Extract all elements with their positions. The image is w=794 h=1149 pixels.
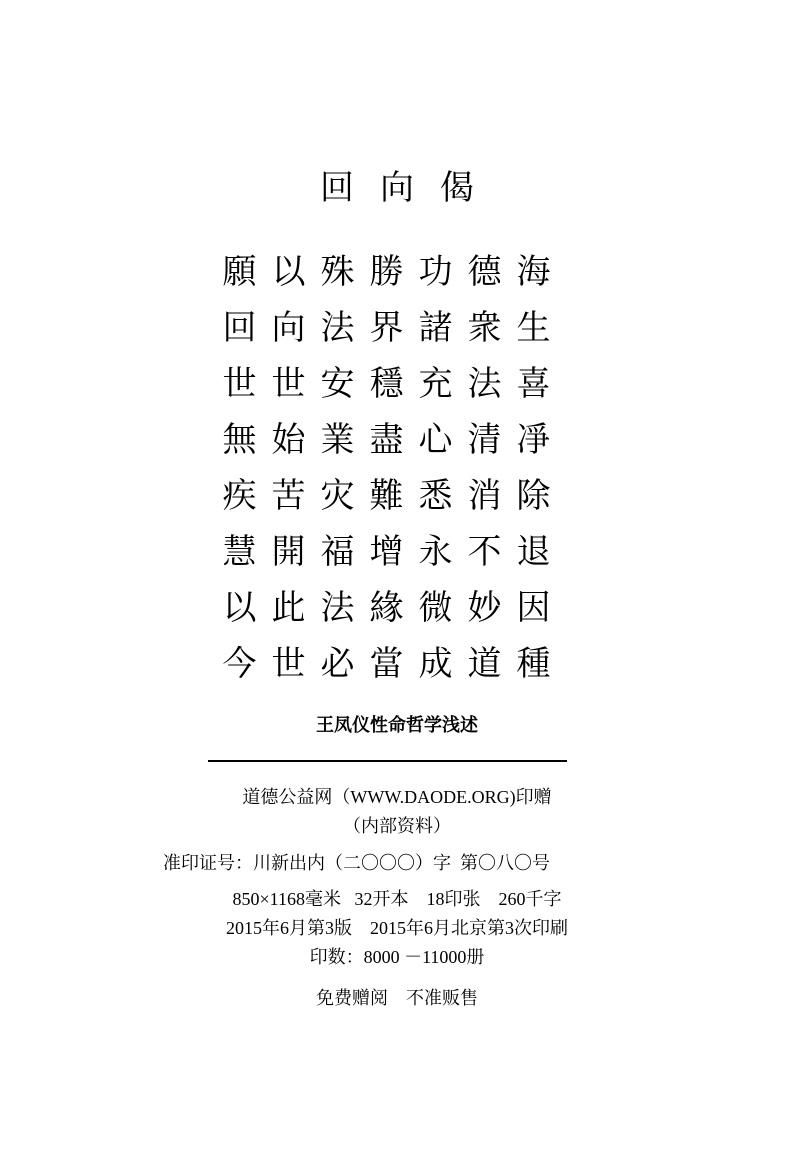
verse-char: 緣 bbox=[369, 588, 404, 628]
verse-char: 福 bbox=[320, 532, 355, 572]
verse-char: 向 bbox=[271, 308, 306, 348]
verse-char: 穩 bbox=[369, 364, 404, 404]
verse-char: 喜 bbox=[516, 364, 551, 404]
title-char: 回 bbox=[320, 168, 354, 208]
title-char: 向 bbox=[380, 168, 414, 208]
verse-char: 退 bbox=[516, 532, 551, 572]
verse-char: 今 bbox=[222, 644, 257, 684]
divider bbox=[208, 760, 567, 762]
verse-block bbox=[222, 244, 562, 692]
verse-char: 悉 bbox=[418, 476, 453, 516]
format-line: 850×1168毫米 32开本 18印张 260千字 bbox=[232, 889, 562, 909]
verse-char: 始 bbox=[271, 420, 306, 460]
verse-line bbox=[222, 244, 562, 300]
verse-char: 以 bbox=[222, 588, 257, 628]
verse-line bbox=[222, 636, 562, 692]
verse-char: 除 bbox=[516, 476, 551, 516]
book-title: 王凤仪性命哲学浅述 bbox=[316, 715, 478, 736]
verse-char: 生 bbox=[516, 308, 551, 348]
verse-char: 當 bbox=[369, 644, 404, 684]
donor-line: 道德公益网（WWW.DAODE.ORG)印赠 bbox=[242, 787, 552, 807]
verse-char: 法 bbox=[320, 588, 355, 628]
verse-char: 法 bbox=[467, 364, 502, 404]
verse-char: 微 bbox=[418, 588, 453, 628]
permit-line: 准印证号：川新出内（二〇〇〇）字 第〇八〇号 bbox=[163, 853, 550, 873]
verse-line bbox=[222, 468, 562, 524]
verse-char: 此 bbox=[271, 588, 306, 628]
verse-char: 妙 bbox=[467, 588, 502, 628]
verse-char: 回 bbox=[222, 308, 257, 348]
verse-char: 界 bbox=[369, 308, 404, 348]
verse-line bbox=[222, 580, 562, 636]
verse-char: 凈 bbox=[516, 420, 551, 460]
verse-char: 願 bbox=[222, 252, 257, 292]
verse-char: 心 bbox=[418, 420, 453, 460]
verse-char: 世 bbox=[271, 364, 306, 404]
verse-char: 難 bbox=[369, 476, 404, 516]
notice-line: 免费赠阅 不准贩售 bbox=[316, 988, 478, 1008]
verse-char: 消 bbox=[467, 476, 502, 516]
verse-char: 成 bbox=[418, 644, 453, 684]
verse-char: 盡 bbox=[369, 420, 404, 460]
verse-char: 世 bbox=[271, 644, 306, 684]
verse-line bbox=[222, 412, 562, 468]
internal-note: （内部资料） bbox=[343, 816, 451, 836]
verse-char: 灾 bbox=[320, 476, 355, 516]
verse-char: 無 bbox=[222, 420, 257, 460]
verse-char: 業 bbox=[320, 420, 355, 460]
verse-char: 勝 bbox=[369, 252, 404, 292]
verse-char: 苦 bbox=[271, 476, 306, 516]
verse-line bbox=[222, 524, 562, 580]
verse-char: 種 bbox=[516, 644, 551, 684]
verse-char: 安 bbox=[320, 364, 355, 404]
verse-char: 衆 bbox=[467, 308, 502, 348]
verse-char: 諸 bbox=[418, 308, 453, 348]
verse-char: 永 bbox=[418, 532, 453, 572]
verse-char: 不 bbox=[467, 532, 502, 572]
page-title bbox=[0, 168, 794, 208]
verse-char: 殊 bbox=[320, 252, 355, 292]
verse-char: 以 bbox=[271, 252, 306, 292]
verse-char: 慧 bbox=[222, 532, 257, 572]
verse-line bbox=[222, 300, 562, 356]
verse-char: 疾 bbox=[222, 476, 257, 516]
verse-char: 因 bbox=[516, 588, 551, 628]
verse-char: 道 bbox=[467, 644, 502, 684]
verse-char: 德 bbox=[467, 252, 502, 292]
verse-char: 開 bbox=[271, 532, 306, 572]
verse-char: 功 bbox=[418, 252, 453, 292]
verse-char: 世 bbox=[222, 364, 257, 404]
title-char: 偈 bbox=[440, 168, 474, 208]
verse-char: 法 bbox=[320, 308, 355, 348]
verse-line bbox=[222, 356, 562, 412]
verse-char: 增 bbox=[369, 532, 404, 572]
verse-char: 海 bbox=[516, 252, 551, 292]
verse-char: 充 bbox=[418, 364, 453, 404]
print-run-line: 印数：8000 －11000册 bbox=[309, 947, 485, 967]
edition-line: 2015年6月第3版 2015年6月北京第3次印刷 bbox=[226, 918, 568, 938]
verse-char: 必 bbox=[320, 644, 355, 684]
verse-char: 清 bbox=[467, 420, 502, 460]
